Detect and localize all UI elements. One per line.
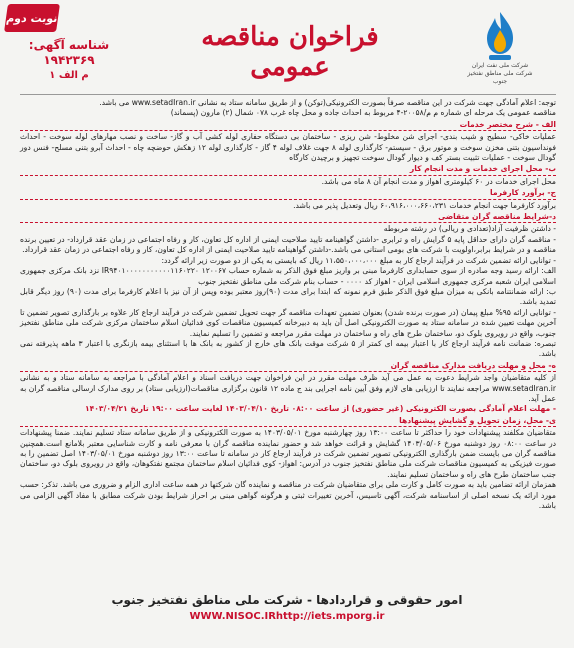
footer	[0, 593, 574, 622]
nioc-logo	[460, 10, 540, 90]
guarantee-text-2: الف: ارائه رسید وجه صادره از سوی حسابداری کارفرما مبنی بر واریز مبلغ فوق الذکر به شماره حساب ۱۲۰۰۶۷ IR۹۴۰۱۰۰۰۰۰۰۰۰۰۰۰۱۱۶۰۲۲۰ نزد بانک مرکزی جمهوری اسلامی ایران شعبه مرکزی جمهوری اسلامی ایران - اهواز کد ۰۰۰۰ - حساب بنام شرکت ملی مناطق نفتخیز جنوب	[20, 266, 557, 286]
guarantee-note: تبصره: ضمانت نامه فرآیند ارجاع کار با اعتبار بیمه ای کمتر از ۵ شرکت موقت بانک های خارج از کشور به بانک ها با استثنای بیمه بازنگری با اعتبار ۳ ماهه پذیرفته نمی باشد.	[20, 338, 556, 359]
guarantee-text-3: ب: ارائه ضمانتنامه بانکی به میزان مبلغ فوق الذکر طبق فرم نمونه که ابتدا برای مدت (۹۰)روز معتبر بوده وپس از آن نیز با اعلام کارفرما برای مدت (۹۰) روز دیگر قابل تمدید باشد.	[20, 286, 556, 307]
section-c-text: برآورد کارفرما جهت انجام خدمات ۶۰،۹۱۶،۰۰۰،۶۶۰،۲۳۱ ریال وتعدیل پذیر می باشد.	[293, 200, 556, 210]
logo-caption-2: شرکت ملی مناطق نفتخیز جنوب	[467, 70, 533, 85]
logo-caption-1: شرکت ملی نفت ایران	[471, 62, 529, 69]
section-i-text: همزمان ارائه تضامین باید به صورت کامل و کارت ملی برای متقاضیان شرکت در مناقصه و نماینده گان شرکتها در همه ساعت اداری الزام و ضروری می باشد. تذکر: حسب مورد ارائه یک نسخه اصلی از اساسنامه شرکت، آگهی تاسیس، آخرین تغییرات ثبتی و هرگونه گواهی مبنی بر احراز شرایط بودن شرکت مطابق با مفاد آگهی الزامی می باشد.	[20, 480, 556, 511]
section-h-heading: ی- محل، زمان تحویل و گشایش پیشنهادها	[20, 416, 556, 427]
ad-ref: م الف ۱	[49, 70, 89, 81]
ad-identifier	[14, 38, 124, 83]
guarantee-text-4: - توانایی ارائه ۹۵% مبلغ پیمان (در صورت برنده شدن) بعنوان تضمین تعهدات مناقصه گر جهت تحویل تضمین شرکت در فرآیند ارجاع کار علاوه بر بارگذاری تصویر تضمین تا آخرین مهلت تعیین شده در سامانه ستاد به صورت الکترونیکی اصل آن باید به دبیرخانه کمیسیون مناقصات کوی فدائیان اسلام ساختمان مرکزی شرکت ملی مناطق نفتخیز جنوب، واقع در رویروی بلوک دو، ساختمان طرح های راه و ساختمان در مهلت مقرر مراجعه و تضمین را تسلیم نمایند.	[20, 307, 557, 338]
readiness-deadline: - مهلت اعلام آمادگی بصورت الکترونیکی (غیر حضوری) از ساعت ۰۸:۰۰ تاریخ ۱۴۰۳/۰۴/۱۰ لغایت ساعت ۱۹:۰۰ تاریخ ۱۴۰۳/۰۴/۲۱	[85, 404, 556, 414]
flame-emblem-icon	[477, 10, 523, 62]
section-a-heading: الف - شرح مختصر خدمات	[20, 120, 556, 131]
footer-org: امور حقوقی و قراردادها - شرکت ملی مناطق نفتخیز جنوب	[111, 593, 463, 607]
section-b-text: محل اجرای خدمات در ۶۰ کیلومتری اهواز و مدت انجام آن ۸ ماه می باشد.	[321, 176, 556, 186]
guarantee-text-1: - توانایی ارائه تضمین شرکت در فرآیند ارجاع کار به مبلغ ۱۱،۵۵۰،۰۰۰،۰۰۰ ریال که بایستی به یکی از دو صورت زیر ارائه گردد:	[161, 255, 556, 265]
section-c-heading: ج- برآورد کارفرما	[20, 188, 556, 199]
section-a-text: عملیات خاکی- سطیح و شیب بندی- اجرای شن مخلوط- شن ریزی - ساختمان بی دستگاه حفاری لوله کشی آب و گاز- ساخت و نصب مهارهای لوله سوخت - احداث فونداسیون بتنی مخزن سوخت و موتور برق - سیستم- کارگذاری لوله ۸ جهت غلاف لوله ۴ گاز - کارگذاری لوله ۱۲ زهکش حوضچه چاه - احداث آبرو بتنی مسلح- فنس دور گودال سوخت - عملیات تثبیت بستر کف و دیوار گودال سوخت تجهیز و برچیدن کارگاه	[20, 132, 556, 163]
footer-links[interactable]: WWW.NISOC.IRhttp://iets.mporg.ir	[189, 611, 385, 622]
tender-line: مناقصه عمومی یک مرحله ای شماره م م/۲۰۰۵۸-۴ مربوط به احداث جاده و محل چاه غرب ۰۷۸ شمال (۲) مارون (پسماند)	[170, 108, 556, 118]
section-d-text-1: - داشتن ظرفیت آزاد(تعدادی و ریالی) در رشته مربوطه	[383, 224, 556, 234]
page-title: فراخوان مناقصه عمومی	[201, 22, 379, 82]
header-divider	[20, 94, 556, 95]
intro-note: توجه: اعلام آمادگی جهت شرکت در این مناقصه صرفاً بصورت الکترونیکی(توکن) و از طریق سامانه ستاد به نشانی www.setadIran.ir می باشد.	[99, 98, 556, 107]
notice-body	[20, 98, 556, 511]
section-f-heading: ه- محل و مهلت دریافت مدارک مناقصه گران	[20, 361, 556, 372]
section-d-text-2: - مناقصه گران دارای حداقل پایه ۵ گرایش راه و ترابری -داشتن گواهینامه تایید صلاحیت ایمنی از اداره کل تعاون، کار و رفاه اجتماعی در زمان عقد قرارداد- در تعیین برنده مناقصه و در شرایط برابر،اولویت با شرکت های بومی استانی می باشد.-داشتن گواهینامه تایید صلاحیت ایمنی از اداره کل تعاون، کار و رفاه اجتماعی در زمان عقد قرارداد.	[20, 234, 556, 255]
section-f-text: از کلیه متقاضیان واجد شرایط دعوت به عمل می آید ظرف مهلت مقرر در این فراخوان جهت دریافت اسناد و اعلام آمادگی با مراجعه به سامانه ستاد و به نشانی www.setadIran.ir مراجعه نمایند تا ارزیابی های لازم وفق آیین نامه اجرایی بند ج ماده ۱۲ قانون برگزاری مناقصات(ارزیابی ستاد) بر روی مدارک ارسالی مناقصه گران به عمل آید.	[20, 373, 556, 403]
section-h-text: متقاضیان مکلفند پیشنهادات خود را حداکثر تا ساعت ۱۳:۰۰ روز چهارشنبه مورخ ۱۴۰۳/۰۵/۰۱ به صورت الکترونیکی و از طریق سامانه ستاد تسلیم نمایند. ضمنا پیشنهادات در ساعت ۰۸:۰۰ روز دوشنبه مورخ ۱۴۰۳/۰۵/۰۶ گشایش و قرائت خواهد شد و حضور نماینده مناقصه گران با معرفی نامه و کارت شناسایی معتبر بلامانع است.همچنین مناقصه گران می بایست ضمن بارگذاری الکترونیکی تصویر تضمین شرکت در فرآیند ارجاع کار در سامانه تا ساعت ۱۳:۰۰ روز دوشنبه مورخ ۱۴۰۳/۰۵/۰۱ اصل تضمین را به صورت فیزیکی به کمیسیون مناقصات شرکت ملی مناطق نفتخیز جنوب در آدرس: اهواز- کوی فدائیان اسلام ساختمان مجتمع نفتکوهان، واقع در رویروی بلوک دو، ساختمان جنب ساختمان طرح های راه و ساختمان تسلیم نمایند.	[20, 428, 556, 479]
section-d-heading: د-شرایط مناقصه گران متقاضی	[20, 212, 556, 223]
second-round-badge: نوبت دوم	[4, 4, 60, 32]
ad-code: شناسه آگهی: ۱۹۴۲۳۶۹	[28, 38, 110, 67]
section-b-heading: ب- محل اجرای خدمات و مدت انجام کار	[20, 164, 556, 175]
